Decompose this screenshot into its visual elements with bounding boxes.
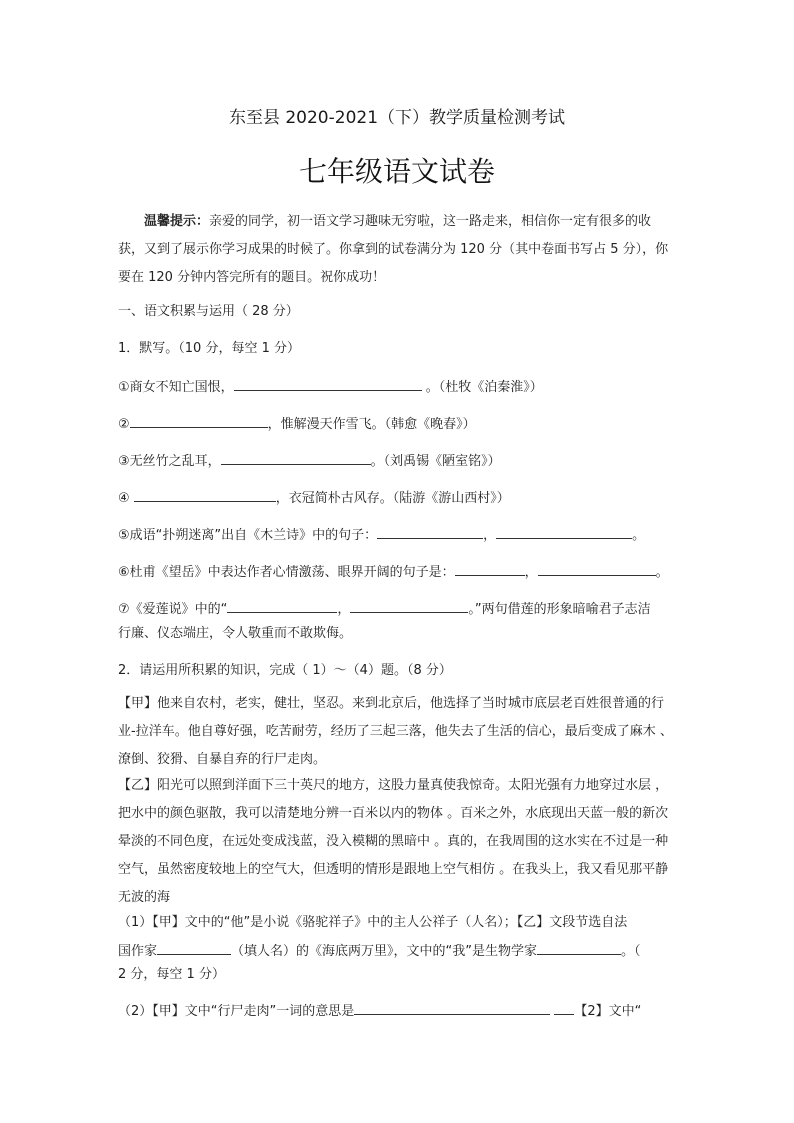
q1-item-5: ⑤成语“扑朔迷离”出自《木兰诗》中的句子： ， 。 — [118, 524, 678, 546]
q2-sub1-line1: （1）【甲】文中的“他”是小说《骆驼祥子》中的主人公祥子（人名）；【乙】文段节选自法 — [118, 915, 628, 930]
q1-item-6: ⑥杜甫《望岳》中表达作者心情激荡、眼界开阔的句子是： ， 。 — [118, 561, 678, 583]
answer-blank[interactable] — [354, 1000, 550, 1015]
q2-sub1-line2: 国作家 （填人名）的《海底两万里》，文中的“我”是生物学家 。（ — [118, 940, 678, 962]
q1-item-7: ⑦《爱莲说》中的“ ， 。”两句借莲的形象暗喻君子志洁 — [118, 598, 678, 620]
q1-item-1: ①商女不知亡国恨， 。（杜牧《泊秦淮》） — [118, 376, 678, 398]
answer-blank[interactable] — [455, 561, 525, 576]
answer-blank[interactable] — [554, 1000, 574, 1015]
q1-item-2: ② ，惟解漫天作雪飞。（韩愈《晚春》） — [118, 413, 678, 435]
q1-item-3: ③无丝竹之乱耳， 。（刘禹锡《陋室铭》） — [118, 450, 678, 472]
passage-b: 【乙】阳光可以照到洋面下三十英尺的地方，这股力量真使我惊奇。太阳光强有力地穿过水层 ，把水中的颜色驱散，我可以清楚地分辨一百米以内的物体 。百米之外，水底现出天蓝一般的新次晕淡的不同色度，在远处变成浅蓝，没入模糊的黑暗中 。真的，在我周围的这水实在不过是一种空气，虽然密度较地上的空气大，但透明的情形是跟地上空气相仿 。在我头上，我又看见那平静无波的海 — [118, 778, 669, 905]
answer-blank[interactable] — [157, 940, 231, 955]
answer-blank[interactable] — [134, 487, 276, 502]
q1-item-4: ④ ，衣冠简朴古风存。（陆游《游山西村》） — [118, 487, 678, 509]
tip-paragraph — [118, 208, 676, 292]
tip-label: 温馨提示： — [144, 214, 210, 229]
answer-blank[interactable] — [538, 561, 656, 576]
q2-heading: 2．请运用所积累的知识，完成（ 1）～（4）题。（8 分） — [118, 663, 452, 678]
q2-sub1-line3: 2 分，每空 1 分） — [118, 967, 225, 982]
answer-blank[interactable] — [350, 598, 468, 613]
answer-blank[interactable] — [234, 376, 422, 391]
answer-blank[interactable] — [377, 524, 483, 539]
q1-item-7-cont: 行廉、仪态端庄，令人敬重而不敢欺侮。 — [118, 626, 353, 641]
answer-blank[interactable] — [227, 598, 337, 613]
section1-heading: 一、语文积累与运用（ 28 分） — [118, 304, 299, 319]
answer-blank[interactable] — [130, 413, 268, 428]
answer-blank[interactable] — [537, 940, 621, 955]
q1-heading: 1．默写。（10 分，每空 1 分） — [118, 341, 300, 356]
q2-sub2: （2）【甲】文中“行尸走肉”一词的意思是 【2】文中“ — [118, 1000, 678, 1022]
tip-text: 亲爱的同学，初一语文学习趣味无穷啦，这一路走来，相信你一定有很多的收获，又到了展示你学习成果的时候了。你拿到的试卷满分为 120 分（其中卷面书写占 5 分），你要在 120 分钟内答完所有的题目。祝你成功！ — [118, 214, 669, 285]
exam-subtitle: 东至县 2020-2021（下）教学质量检测考试 — [228, 108, 566, 128]
passage-a: 【甲】他来自农村，老实，健壮，坚忍。来到北京后，他选择了当时城市底层老百姓很普通的行业-拉洋车。他自尊好强，吃苦耐劳，经历了三起三落，他失去了生活的信心，最后变成了麻木 、潦倒、狡猾、自暴自弃的行尸走肉。 — [118, 696, 673, 767]
answer-blank[interactable] — [496, 524, 632, 539]
exam-title: 七年级语文试卷 — [298, 155, 495, 188]
answer-blank[interactable] — [221, 450, 371, 465]
